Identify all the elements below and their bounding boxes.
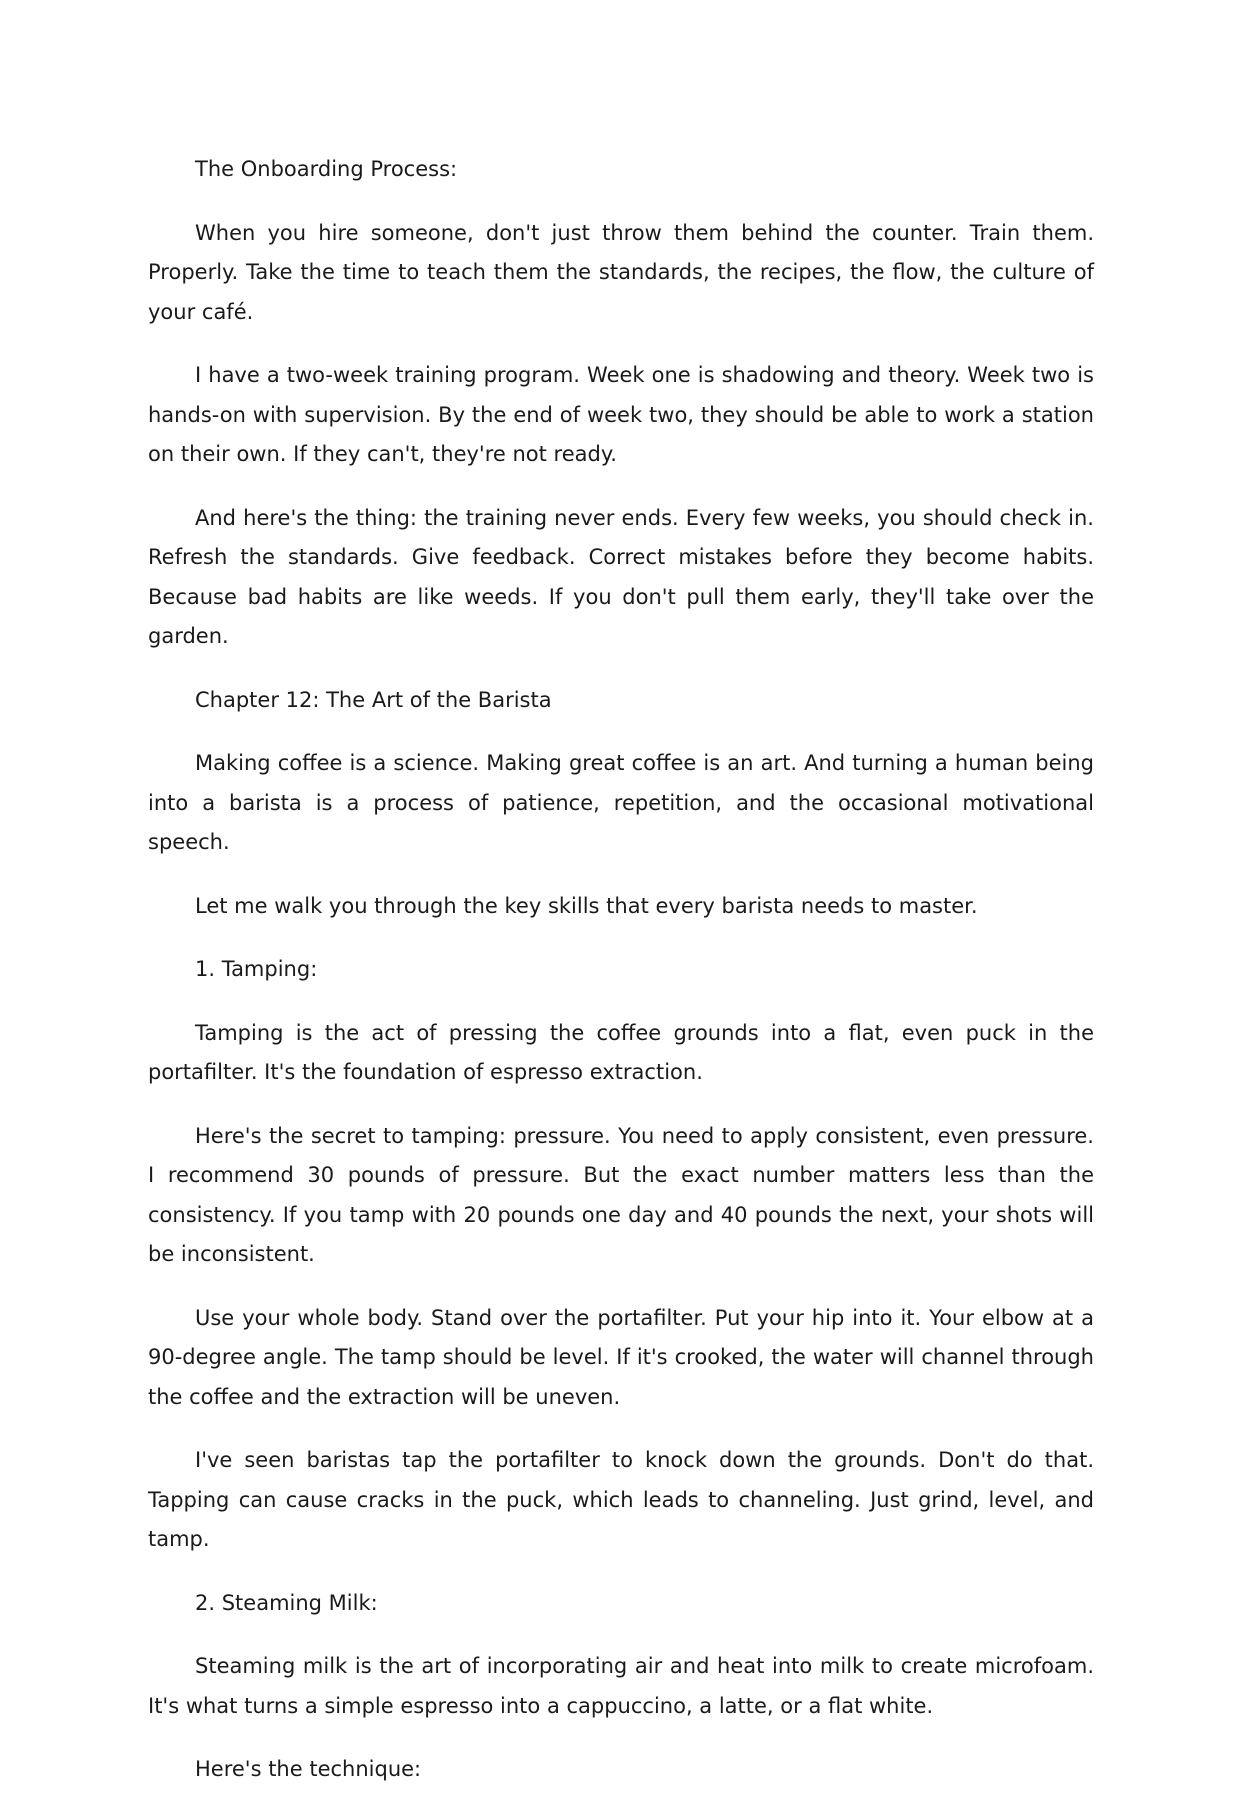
document-page [148,150,1094,1814]
paragraph: Here's the secret to tamping: pressure. You need to apply consistent, even pressure. I recommend 30 pounds of pressure. But the exact number matters less than the consistency. If you tamp with 20 pounds one day and 40 pounds the next, your shots will be inconsistent. [148,1123,1094,1266]
paragraph: Steaming milk is the art of incorporating air and heat into milk to create microfoam. It's what turns a simple espresso into a cappuccino, a latte, or a flat white. [148,1654,1094,1718]
paragraph: Making coffee is a science. Making great coffee is an art. And turning a human being into a barista is a process of patience, repetition, and the occasional motivational speech. [148,751,1094,854]
section-heading-onboarding: The Onboarding Process: [195,157,458,181]
paragraph: Use your whole body. Stand over the portafilter. Put your hip into it. Your elbow at a 90-degree angle. The tamp should be level. If it's crooked, the water will channel through the coffee and the extraction will be uneven. [148,1305,1094,1409]
paragraph: Tamping is the act of pressing the coffee grounds into a flat, even puck in the portafilter. It's the foundation of espresso extraction. [148,1020,1094,1084]
paragraph: When you hire someone, don't just throw them behind the counter. Train them. Properly. Take the time to teach them the standards, the recipes, the flow, the culture of your café. [148,220,1094,324]
paragraph: Here's the technique: [195,1757,422,1781]
paragraph: Let me walk you through the key skills that every barista needs to master. [195,893,978,918]
paragraph: And here's the thing: the training never ends. Every few weeks, you should check in. Refresh the standards. Give feedback. Correct mistakes before they become habits. Because bad habits are like weeds. If you don't pull them early, they'll take over the garden. [148,505,1094,648]
section-heading-steaming-milk: 2. Steaming Milk: [195,1590,378,1615]
section-heading-tamping: 1. Tamping: [195,957,318,981]
chapter-heading: Chapter 12: The Art of the Barista [195,687,552,712]
paragraph: I've seen baristas tap the portafilter to knock down the grounds. Don't do that. Tapping can cause cracks in the puck, which leads to channeling. Just grind, level, and tamp. [148,1448,1094,1551]
paragraph: I have a two-week training program. Week one is shadowing and theory. Week two is hands-on with supervision. By the end of week two, they should be able to work a station on their own. If they can't, they're not ready. [148,363,1094,466]
